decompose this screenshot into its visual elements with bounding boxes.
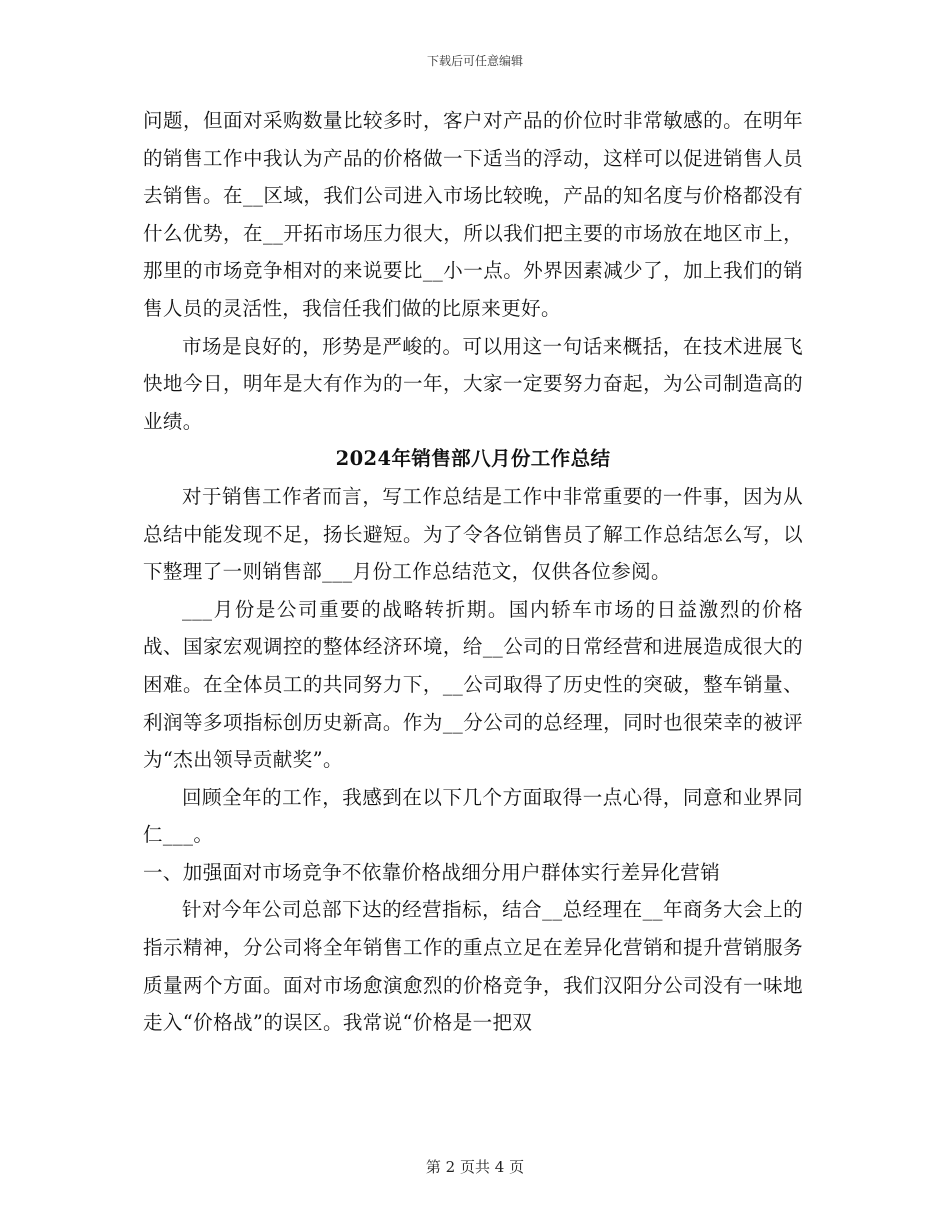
paragraph: 对于销售工作者而言，写工作总结是工作中非常重要的一件事，因为从总结中能发现不足，扬长避短。为了令各位销售员了解工作总结怎么写，以下整理了一则销售部___月份工作总结范文，仅供各位参阅。 [143, 484, 803, 584]
subsection-heading: 一、加强面对市场竞争不依靠价格战细分用户群体实行差异化营销 [143, 860, 721, 884]
document-body [143, 102, 803, 1042]
paragraph-continued: 问题，但面对采购数量比较多时，客户对产品的价位时非常敏感的。在明年的销售工作中我认为产品的价格做一下适当的浮动，这样可以促进销售人员去销售。在__区域，我们公司进入市场比较晚，产品的知名度与价格都没有什么优势，在__开拓市场压力很大，所以我们把主要的市场放在地区市上，那里的市场竞争相对的来说要比__小一点。外界因素减少了，加上我们的销售人员的灵活性，我信任我们做的比原来更好。 [143, 109, 803, 320]
section-title: 2024年销售部八月份工作总结 [335, 447, 611, 471]
paragraph: ___月份是公司重要的战略转折期。国内轿车市场的日益激烈的价格战、国家宏观调控的整体经济环境，给__公司的日常经营和进展造成很大的困难。在全体员工的共同努力下，__公司取得了历史性的突破，整车销量、利润等多项指标创历史新高。作为__分公司的总经理，同时也很荣幸的被评为“杰出领导贡献奖”。 [143, 597, 803, 772]
page-header: 下载后可任意编辑 [426, 54, 523, 68]
paragraph: 回顾全年的工作，我感到在以下几个方面取得一点心得，同意和业界同仁___。 [143, 785, 803, 847]
paragraph: 市场是良好的，形势是严峻的。可以用这一句话来概括，在技术进展飞快地今日，明年是大有作为的一年，大家一定要努力奋起，为公司制造高的业绩。 [143, 334, 803, 433]
page-number: 第 2 页共 4 页 [425, 1158, 525, 1176]
paragraph: 针对今年公司总部下达的经营指标，结合__总经理在__年商务大会上的指示精神，分公司将全年销售工作的重点立足在差异化营销和提升营销服务质量两个方面。面对市场愈演愈烈的价格竞争，我们汉阳分公司没有一味地走入“价格战”的误区。我常说“价格是一把双 [143, 898, 803, 1035]
